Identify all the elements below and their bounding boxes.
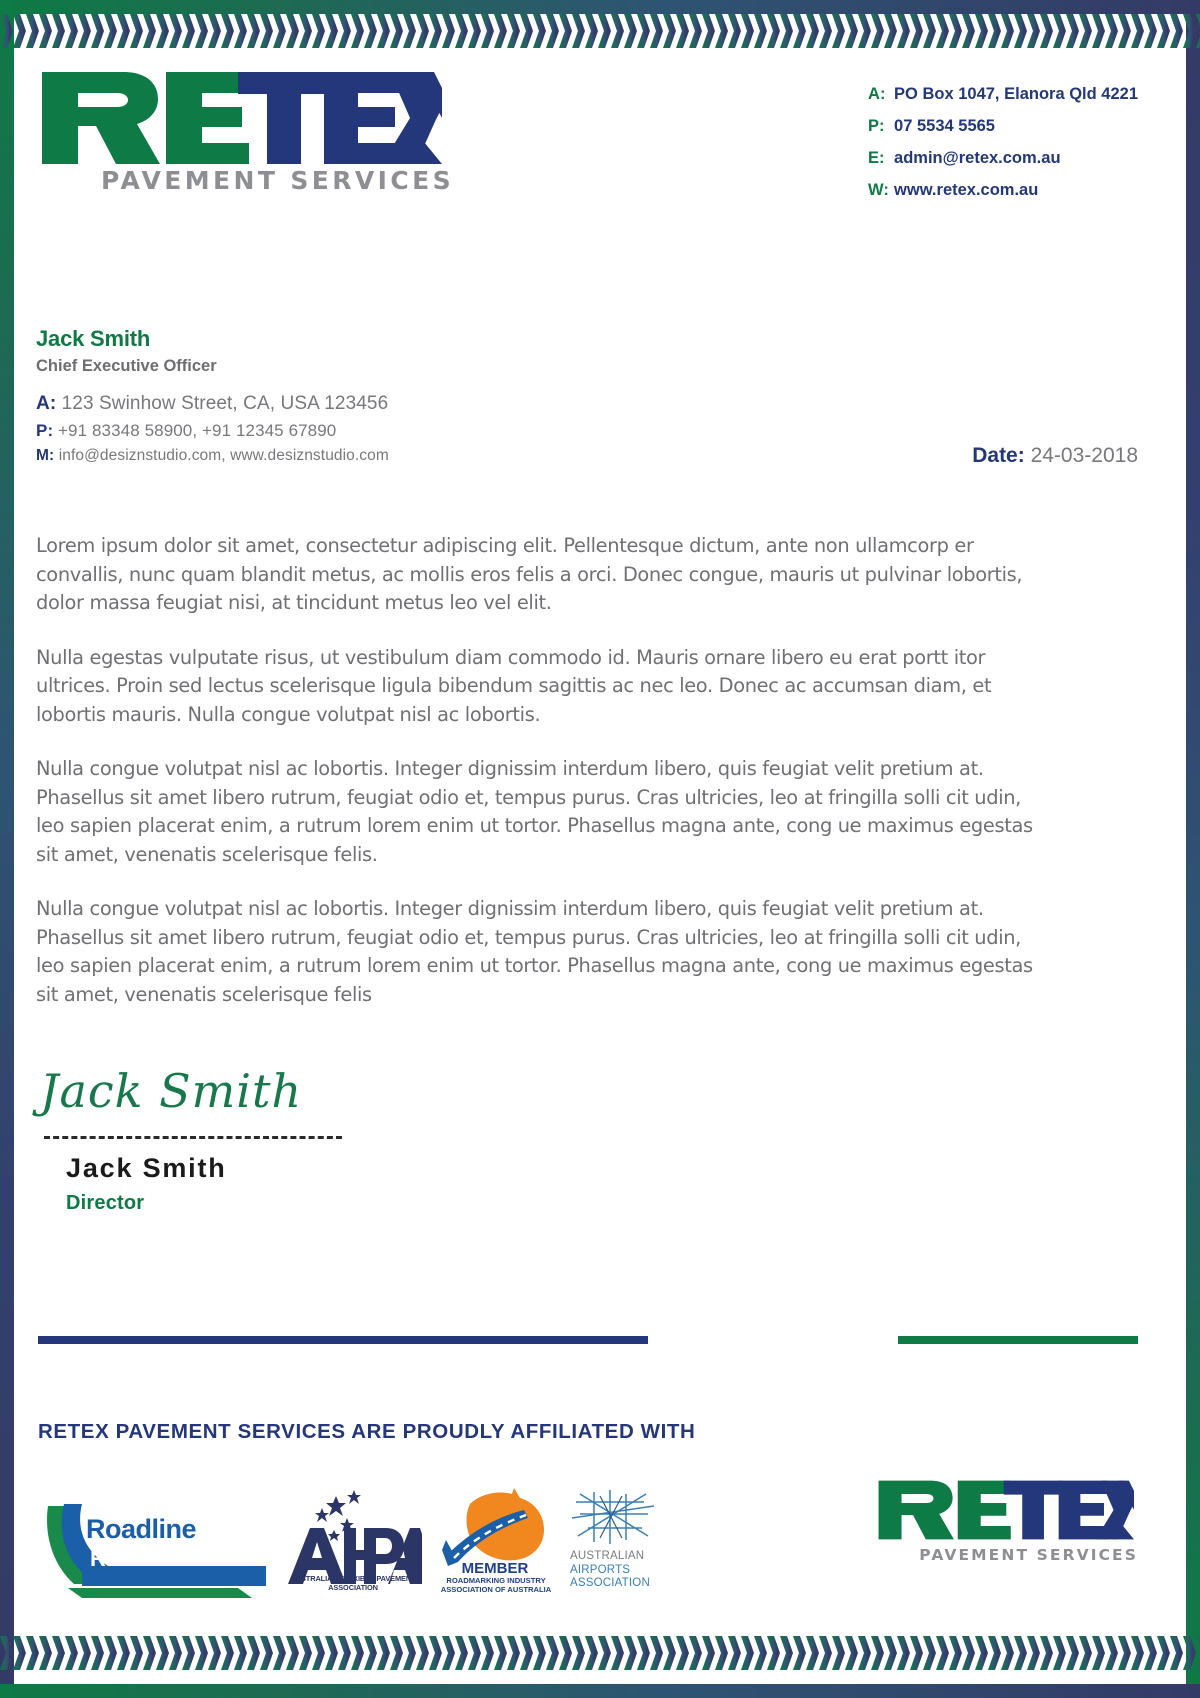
partner-logo-row <box>38 1478 678 1598</box>
body-paragraph: Nulla congue volutpat nisl ac lobortis. Integer dignissim interdum libero, quis feugiat velit pretium at. Phasellus sit amet libero rutrum, feugiat odio et, tempus purus. Cras ultricies, leo at fringilla solli cit udin, leo sapien placerat enim, a rutrum lorem enim ut tortor. Phasellus magna ante, cong ue maximus egestas sit amet, venenatis scelerisque felis. <box>36 757 1033 866</box>
date-value: 24-03-2018 <box>1030 444 1138 467</box>
top-chevron-border <box>0 14 1200 48</box>
recipient-mail-row <box>36 447 389 465</box>
signature-block <box>40 1050 342 1215</box>
recipient-block <box>36 326 389 471</box>
recipient-title: Chief Executive Officer <box>36 357 217 375</box>
signatory-role: Director <box>66 1192 145 1214</box>
footer-rule-green <box>898 1336 1138 1344</box>
address-value: PO Box 1047, Elanora Qld 4221 <box>894 85 1138 103</box>
recipient-phone-label: P: <box>36 421 54 440</box>
rima-subtitle: ROADMARKING INDUSTRY ASSOCIATION OF AUSTRALIA <box>440 1576 552 1594</box>
recipient-mail-value[interactable]: info@desiznstudio.com, www.desiznstudio.com <box>58 447 389 464</box>
website-label: W: <box>868 181 889 199</box>
letter-body <box>36 532 1046 1035</box>
bottom-edge-rail <box>0 1684 1200 1698</box>
website-value[interactable]: www.retex.com.au <box>894 181 1039 199</box>
aaa-line-2: AIRPORTS <box>570 1563 631 1576</box>
company-contact-website <box>868 181 1138 200</box>
bottom-chevron-border <box>0 1636 1200 1670</box>
australia-map-icon <box>440 1488 552 1566</box>
partner-logo-afpa <box>284 1488 422 1598</box>
partner-logo-rima <box>440 1488 552 1598</box>
roadline-wordmark: Roadline <box>86 1514 197 1544</box>
phone-label: P: <box>868 117 885 135</box>
afpa-logo-icon <box>284 1488 422 1584</box>
recipient-name: Jack Smith <box>36 326 151 351</box>
partner-logo-roadline-removal <box>38 1488 266 1598</box>
recipient-address-label: A: <box>36 393 57 414</box>
email-value[interactable]: admin@retex.com.au <box>894 149 1061 167</box>
recipient-address-value: 123 Swinhow Street, CA, USA 123456 <box>61 393 389 414</box>
date-label: Date: <box>972 444 1025 467</box>
airports-starburst-icon <box>570 1488 676 1552</box>
footer-logo-tagline: PAVEMENT SERVICES <box>919 1546 1138 1564</box>
recipient-mail-label: M: <box>36 447 55 464</box>
rima-member-label: MEMBER <box>461 1560 529 1577</box>
recipient-phone-row <box>36 421 389 441</box>
date-line <box>972 444 1138 468</box>
company-contact-block <box>868 85 1138 213</box>
body-paragraph: Lorem ipsum dolor sit amet, consectetur adipiscing elit. Pellentesque dictum, ante non ullamcorp er convallis, nunc quam blandit metus, ac mollis eros felis a orci. Donec congue, mauris ut pulvinar lobortis, dolor massa feugiat nisi, at tincidunt metus leo vel elit. <box>36 534 1023 615</box>
recipient-address-row <box>36 393 389 415</box>
recipient-phone-value: +91 83348 58900, +91 12345 67890 <box>58 421 337 440</box>
aaa-line-1: AUSTRALIAN <box>570 1550 645 1562</box>
phone-value: 07 5534 5565 <box>894 117 995 135</box>
address-label: A: <box>868 85 886 103</box>
right-edge-rail <box>1186 0 1200 1698</box>
affiliate-heading: RETEX PAVEMENT SERVICES ARE PROUDLY AFFILIATED WITH <box>38 1420 696 1443</box>
airports-association-name <box>570 1550 674 1591</box>
signature-divider <box>44 1136 342 1139</box>
signatory-name: Jack Smith <box>66 1153 227 1183</box>
roadline-subtitle: REMOVAL <box>90 1546 202 1571</box>
footer-company-logo <box>876 1480 1138 1564</box>
top-edge-rail <box>0 0 1200 14</box>
company-contact-email <box>868 149 1138 168</box>
afpa-subtitle: AUSTRALIAN FLEXIBLE PAVEMENT ASSOCIATION <box>290 1574 416 1592</box>
company-contact-address <box>868 85 1138 104</box>
email-label: E: <box>868 149 885 167</box>
company-logo <box>38 72 458 195</box>
footer-retex-logo-mark <box>876 1480 1134 1540</box>
handwritten-signature: Jack Smith <box>40 1064 303 1118</box>
company-contact-phone <box>868 117 1138 136</box>
left-edge-rail <box>0 0 14 1698</box>
body-paragraph: Nulla egestas vulputate risus, ut vestibulum diam commodo id. Mauris ornare libero eu erat portt itor ultrices. Proin sed lectus scelerisque ligula bibendum sagittis ac nec leo. Donec ac accumsan diam, et lobortis mauris. Nulla congue volutpat nisl ac lobortis. <box>36 645 992 726</box>
aaa-line-3: ASSOCIATION <box>570 1577 650 1590</box>
logo-tagline: PAVEMENT SERVICES <box>101 166 454 195</box>
partner-logo-australian-airports <box>570 1488 676 1598</box>
body-paragraph: Nulla congue volutpat nisl ac lobortis. Integer dignissim interdum libero, quis feugiat velit pretium at. Phasellus sit amet libero rutrum, feugiat odio et, tempus purus. Cras ultricies, leo at fringilla solli cit udin, leo sapien placerat enim, a rutrum lorem enim ut tortor. Phasellus magna ante, cong ue maximus egestas sit amet, venenatis scelerisque felis <box>36 897 1033 1006</box>
footer-rule-navy <box>38 1336 648 1344</box>
retex-logo-mark <box>38 72 442 164</box>
